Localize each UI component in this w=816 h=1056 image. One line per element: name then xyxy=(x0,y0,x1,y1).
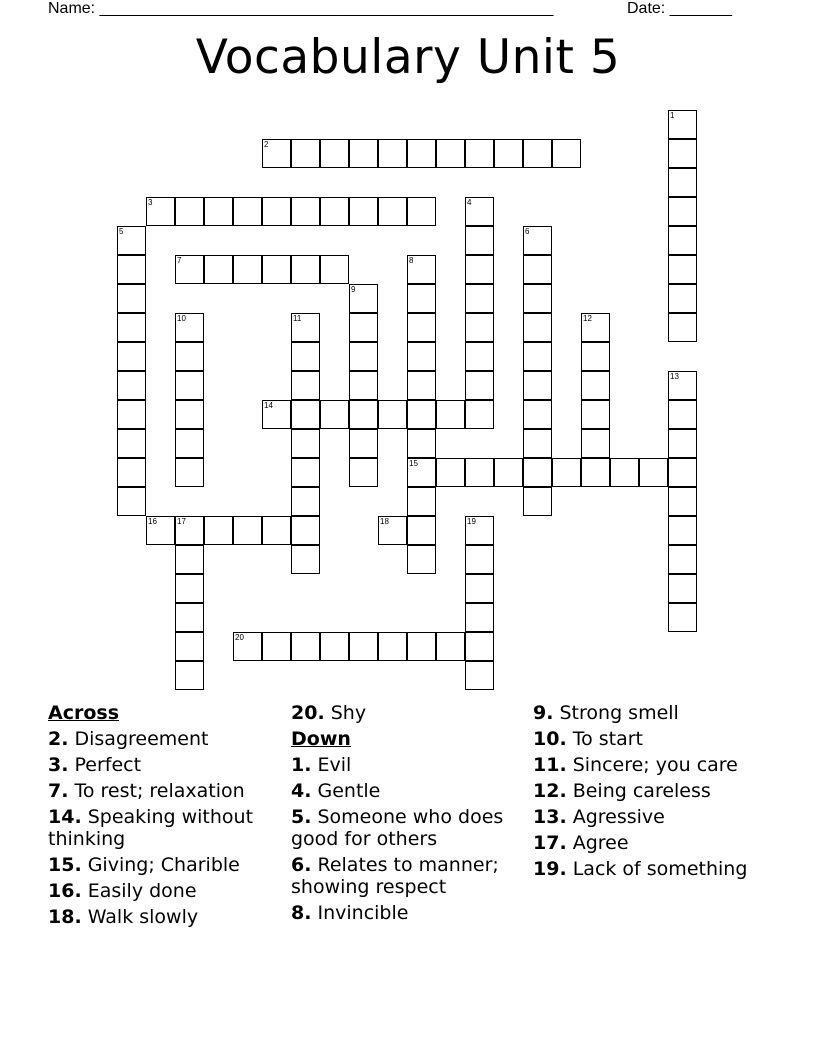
grid-cell[interactable] xyxy=(523,400,552,429)
grid-cell[interactable] xyxy=(204,516,233,545)
clue-across-16: 16. Easily done xyxy=(48,880,197,902)
grid-cell[interactable] xyxy=(407,342,436,371)
grid-cell[interactable] xyxy=(349,139,378,168)
grid-cell[interactable] xyxy=(117,400,146,429)
grid-cell[interactable] xyxy=(349,342,378,371)
grid-cell[interactable] xyxy=(668,110,697,139)
grid-cell[interactable] xyxy=(291,632,320,661)
grid-cell[interactable] xyxy=(581,371,610,400)
grid-cell[interactable] xyxy=(668,458,697,487)
grid-cell[interactable] xyxy=(262,139,291,168)
grid-cell[interactable] xyxy=(117,226,146,255)
grid-cell[interactable] xyxy=(668,313,697,342)
grid-cell[interactable] xyxy=(175,516,204,545)
grid-cell[interactable] xyxy=(117,429,146,458)
grid-cell[interactable] xyxy=(465,632,494,661)
grid-cell[interactable] xyxy=(407,313,436,342)
grid-cell[interactable] xyxy=(291,371,320,400)
grid-cell[interactable] xyxy=(523,255,552,284)
grid-cell[interactable] xyxy=(175,632,204,661)
grid-cell[interactable] xyxy=(175,371,204,400)
grid-cell[interactable] xyxy=(465,342,494,371)
grid-cell[interactable] xyxy=(291,458,320,487)
grid-cell[interactable] xyxy=(175,458,204,487)
grid-cell[interactable] xyxy=(465,371,494,400)
grid-cell[interactable] xyxy=(378,400,407,429)
grid-cell[interactable] xyxy=(117,371,146,400)
grid-cell[interactable] xyxy=(378,139,407,168)
grid-cell[interactable] xyxy=(407,284,436,313)
grid-cell[interactable] xyxy=(581,400,610,429)
clue-number: 6 xyxy=(525,227,530,236)
grid-cell[interactable] xyxy=(668,168,697,197)
grid-cell[interactable] xyxy=(233,255,262,284)
grid-cell[interactable] xyxy=(436,139,465,168)
grid-cell[interactable] xyxy=(349,197,378,226)
grid-cell[interactable] xyxy=(407,458,436,487)
grid-cell[interactable] xyxy=(523,226,552,255)
grid-cell[interactable] xyxy=(262,632,291,661)
grid-cell[interactable] xyxy=(175,342,204,371)
clue-number: 1 xyxy=(670,111,675,120)
grid-cell[interactable] xyxy=(320,255,349,284)
grid-cell[interactable] xyxy=(146,516,175,545)
clues-column-3 xyxy=(533,702,773,884)
clue-down-19: 19. Lack of something xyxy=(533,858,748,880)
clue-down-12: 12. Being careless xyxy=(533,780,711,802)
grid-cell[interactable] xyxy=(291,342,320,371)
grid-cell[interactable] xyxy=(668,516,697,545)
grid-cell[interactable] xyxy=(581,313,610,342)
clue-number: 2 xyxy=(264,140,269,149)
grid-cell[interactable] xyxy=(233,197,262,226)
grid-cell[interactable] xyxy=(175,661,204,690)
grid-cell[interactable] xyxy=(291,516,320,545)
grid-cell[interactable] xyxy=(581,458,610,487)
grid-cell[interactable] xyxy=(465,400,494,429)
grid-cell[interactable] xyxy=(668,139,697,168)
grid-cell[interactable] xyxy=(291,400,320,429)
grid-cell[interactable] xyxy=(581,429,610,458)
grid-cell[interactable] xyxy=(349,458,378,487)
clue-number: 5 xyxy=(119,227,124,236)
grid-cell[interactable] xyxy=(668,400,697,429)
grid-cell[interactable] xyxy=(494,139,523,168)
grid-cell[interactable] xyxy=(523,139,552,168)
grid-cell[interactable] xyxy=(465,226,494,255)
grid-cell[interactable] xyxy=(378,197,407,226)
clue-down-6: 6. Relates to manner; showing respect xyxy=(291,854,499,898)
grid-cell[interactable] xyxy=(407,545,436,574)
grid-cell[interactable] xyxy=(639,458,668,487)
grid-cell[interactable] xyxy=(465,458,494,487)
grid-cell[interactable] xyxy=(465,661,494,690)
down-heading: Down xyxy=(291,728,351,750)
grid-cell[interactable] xyxy=(407,371,436,400)
clue-number: 11 xyxy=(293,314,302,323)
clue-number: 14 xyxy=(264,401,273,410)
clue-number: 16 xyxy=(148,517,157,526)
grid-cell[interactable] xyxy=(407,516,436,545)
clue-number: 13 xyxy=(670,372,679,381)
grid-cell[interactable] xyxy=(668,574,697,603)
grid-cell[interactable] xyxy=(436,400,465,429)
clue-down-10: 10. To start xyxy=(533,728,644,750)
grid-cell[interactable] xyxy=(465,255,494,284)
clues-column-2 xyxy=(291,702,523,928)
grid-cell[interactable] xyxy=(523,429,552,458)
grid-cell[interactable] xyxy=(523,342,552,371)
grid-cell[interactable] xyxy=(668,603,697,632)
clue-number: 10 xyxy=(177,314,186,323)
clue-number: 18 xyxy=(380,517,389,526)
grid-cell[interactable] xyxy=(494,458,523,487)
grid-cell[interactable] xyxy=(407,197,436,226)
grid-cell[interactable] xyxy=(291,429,320,458)
grid-cell[interactable] xyxy=(465,284,494,313)
grid-cell[interactable] xyxy=(291,313,320,342)
clue-down-4: 4. Gentle xyxy=(291,780,381,802)
grid-cell[interactable] xyxy=(668,197,697,226)
grid-cell[interactable] xyxy=(175,603,204,632)
grid-cell[interactable] xyxy=(378,632,407,661)
grid-cell[interactable] xyxy=(175,545,204,574)
grid-cell[interactable] xyxy=(291,255,320,284)
grid-cell[interactable] xyxy=(465,197,494,226)
grid-cell[interactable] xyxy=(320,139,349,168)
clue-across-20: 20. Shy xyxy=(291,702,367,724)
grid-cell[interactable] xyxy=(349,284,378,313)
clue-down-8: 8. Invincible xyxy=(291,902,409,924)
grid-cell[interactable] xyxy=(465,139,494,168)
name-field[interactable]: Name: ___________________________________________________ xyxy=(48,0,554,17)
clue-number: 9 xyxy=(351,285,356,294)
clue-down-1: 1. Evil xyxy=(291,754,352,776)
grid-cell[interactable] xyxy=(262,400,291,429)
grid-cell[interactable] xyxy=(117,487,146,516)
grid-cell[interactable] xyxy=(320,197,349,226)
clue-number: 15 xyxy=(409,459,418,468)
clue-down-17: 17. Agree xyxy=(533,832,629,854)
across-heading: Across xyxy=(48,702,120,724)
grid-cell[interactable] xyxy=(668,429,697,458)
clue-number: 7 xyxy=(177,256,182,265)
clue-across-3: 3. Perfect xyxy=(48,754,142,776)
grid-cell[interactable] xyxy=(465,313,494,342)
grid-cell[interactable] xyxy=(291,139,320,168)
clue-number: 3 xyxy=(148,198,153,207)
clue-number: 8 xyxy=(409,256,414,265)
date-field[interactable]: Date: _______ xyxy=(627,0,732,17)
grid-cell[interactable] xyxy=(175,429,204,458)
grid-cell[interactable] xyxy=(436,632,465,661)
grid-cell[interactable] xyxy=(262,197,291,226)
grid-cell[interactable] xyxy=(117,342,146,371)
clue-across-18: 18. Walk slowly xyxy=(48,906,199,928)
grid-cell[interactable] xyxy=(668,226,697,255)
grid-cell[interactable] xyxy=(175,313,204,342)
clue-down-13: 13. Agressive xyxy=(533,806,665,828)
clues-column-1 xyxy=(48,702,280,932)
grid-cell[interactable] xyxy=(465,603,494,632)
grid-cell[interactable] xyxy=(349,400,378,429)
clue-number: 20 xyxy=(235,633,244,642)
grid-cell[interactable] xyxy=(349,429,378,458)
grid-cell[interactable] xyxy=(465,545,494,574)
grid-cell[interactable] xyxy=(175,574,204,603)
grid-cell[interactable] xyxy=(668,255,697,284)
grid-cell[interactable] xyxy=(523,313,552,342)
grid-cell[interactable] xyxy=(436,458,465,487)
grid-cell[interactable] xyxy=(668,284,697,313)
grid-cell[interactable] xyxy=(117,313,146,342)
clue-number: 4 xyxy=(467,198,472,207)
grid-cell[interactable] xyxy=(262,516,291,545)
clue-across-15: 15. Giving; Charible xyxy=(48,854,240,876)
grid-cell[interactable] xyxy=(407,400,436,429)
grid-cell[interactable] xyxy=(320,632,349,661)
grid-cell[interactable] xyxy=(465,574,494,603)
grid-cell[interactable] xyxy=(407,139,436,168)
grid-cell[interactable] xyxy=(523,371,552,400)
grid-cell[interactable] xyxy=(175,197,204,226)
clue-number: 19 xyxy=(467,517,476,526)
grid-cell[interactable] xyxy=(523,284,552,313)
grid-cell[interactable] xyxy=(668,371,697,400)
grid-cell[interactable] xyxy=(465,516,494,545)
grid-cell[interactable] xyxy=(291,197,320,226)
clue-across-2: 2. Disagreement xyxy=(48,728,209,750)
grid-cell[interactable] xyxy=(523,487,552,516)
grid-cell[interactable] xyxy=(407,487,436,516)
grid-cell[interactable] xyxy=(349,313,378,342)
clue-across-7: 7. To rest; relaxation xyxy=(48,780,245,802)
grid-cell[interactable] xyxy=(523,458,552,487)
grid-cell[interactable] xyxy=(117,458,146,487)
grid-cell[interactable] xyxy=(349,632,378,661)
grid-cell[interactable] xyxy=(204,255,233,284)
grid-cell[interactable] xyxy=(175,255,204,284)
grid-cell[interactable] xyxy=(668,487,697,516)
clue-down-11: 11. Sincere; you care xyxy=(533,754,738,776)
grid-cell[interactable] xyxy=(407,255,436,284)
grid-cell[interactable] xyxy=(349,371,378,400)
grid-cell[interactable] xyxy=(233,632,262,661)
grid-cell[interactable] xyxy=(117,284,146,313)
clue-down-9: 9. Strong smell xyxy=(533,702,679,724)
grid-cell[interactable] xyxy=(291,545,320,574)
grid-cell[interactable] xyxy=(262,255,291,284)
grid-cell[interactable] xyxy=(291,487,320,516)
grid-cell[interactable] xyxy=(378,516,407,545)
grid-cell[interactable] xyxy=(146,197,175,226)
grid-cell[interactable] xyxy=(407,632,436,661)
grid-cell[interactable] xyxy=(233,516,262,545)
grid-cell[interactable] xyxy=(407,429,436,458)
grid-cell[interactable] xyxy=(668,545,697,574)
grid-cell[interactable] xyxy=(610,458,639,487)
page-title: Vocabulary Unit 5 xyxy=(195,30,621,85)
grid-cell[interactable] xyxy=(117,255,146,284)
clue-across-14: 14. Speaking without thinking xyxy=(48,806,254,850)
clue-number: 17 xyxy=(177,517,186,526)
grid-cell[interactable] xyxy=(320,400,349,429)
grid-cell[interactable] xyxy=(581,342,610,371)
clue-down-5: 5. Someone who does good for others xyxy=(291,806,504,850)
clue-number: 12 xyxy=(583,314,592,323)
grid-cell[interactable] xyxy=(175,400,204,429)
grid-cell[interactable] xyxy=(552,458,581,487)
grid-cell[interactable] xyxy=(204,197,233,226)
grid-cell[interactable] xyxy=(552,139,581,168)
